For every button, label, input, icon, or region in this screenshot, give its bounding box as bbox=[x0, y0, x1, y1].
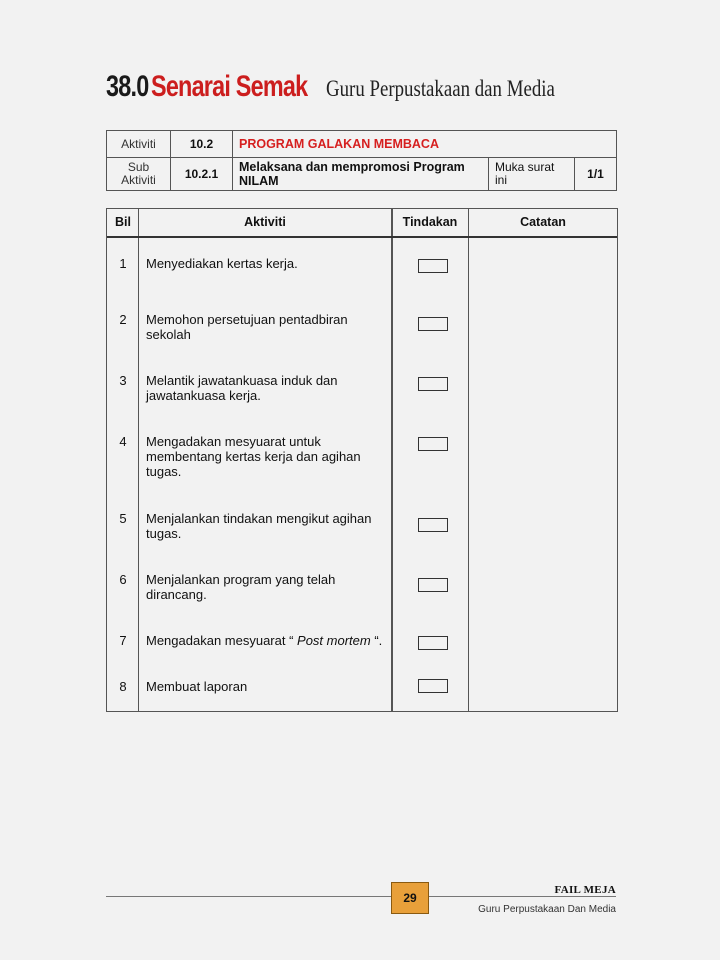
sub-aktiviti-code: 10.2.1 bbox=[171, 158, 233, 191]
tindakan-checkbox[interactable] bbox=[418, 578, 448, 592]
row-activity: Menyediakan kertas kerja. bbox=[146, 256, 298, 271]
tindakan-checkbox[interactable] bbox=[418, 679, 448, 693]
column-divider bbox=[391, 209, 393, 711]
section-number: 38.0 bbox=[106, 70, 149, 103]
title-rest: Guru Perpustakaan dan Media bbox=[325, 76, 555, 101]
activity-text: Mengadakan mesyuarat “ bbox=[146, 633, 298, 648]
activity-text: “. bbox=[370, 633, 383, 648]
header-tindakan: Tindakan bbox=[402, 215, 458, 229]
aktiviti-row bbox=[107, 131, 617, 158]
aktiviti-title: PROGRAM GALAKAN MEMBACA bbox=[233, 131, 617, 158]
footer-subtitle: Guru Perpustakaan Dan Media bbox=[478, 904, 616, 915]
row-number: 3 bbox=[119, 373, 127, 388]
sub-aktiviti-label: Sub Aktiviti bbox=[107, 158, 171, 191]
tindakan-checkbox[interactable] bbox=[418, 437, 448, 451]
row-activity: Menjalankan program yang telah dirancang. bbox=[146, 572, 336, 602]
sub-aktiviti-title: Melaksana dan mempromosi Program NILAM bbox=[233, 158, 489, 191]
row-number: 1 bbox=[119, 256, 127, 271]
header-bil: Bil bbox=[115, 215, 131, 229]
checklist-header bbox=[107, 209, 617, 238]
column-divider bbox=[468, 209, 469, 711]
aktiviti-code: 10.2 bbox=[171, 131, 233, 158]
row-activity: Membuat laporan bbox=[146, 679, 248, 694]
footer-title: FAIL MEJA bbox=[554, 884, 616, 896]
activity-text-emphasis: Post mortem bbox=[297, 633, 371, 648]
page-title bbox=[106, 70, 605, 104]
row-activity: Menjalankan tindakan mengikut agihan tugas. bbox=[146, 511, 372, 541]
checklist-table bbox=[106, 208, 618, 712]
row-activity bbox=[146, 633, 386, 648]
row-activity: Melantik jawatankuasa induk dan jawatankuasa kerja. bbox=[146, 373, 338, 403]
row-number: 2 bbox=[119, 312, 127, 327]
sub-aktiviti-row bbox=[107, 158, 617, 191]
tindakan-checkbox[interactable] bbox=[418, 259, 448, 273]
footer-rule bbox=[106, 896, 616, 897]
row-activity: Memohon persetujuan pentadbiran sekolah bbox=[146, 312, 348, 342]
tindakan-checkbox[interactable] bbox=[418, 377, 448, 391]
title-highlight: Senarai Semak bbox=[150, 70, 308, 103]
header-catatan: Catatan bbox=[520, 215, 566, 229]
activity-header-table bbox=[106, 130, 617, 191]
tindakan-checkbox[interactable] bbox=[418, 317, 448, 331]
row-activity: Mengadakan mesyuarat untuk membentang kertas kerja dan agihan tugas. bbox=[146, 434, 361, 479]
row-number: 4 bbox=[119, 434, 127, 449]
tindakan-checkbox[interactable] bbox=[418, 636, 448, 650]
row-number: 6 bbox=[119, 572, 127, 587]
row-number: 5 bbox=[119, 511, 127, 526]
page-label: Muka surat ini bbox=[489, 158, 575, 191]
aktiviti-label: Aktiviti bbox=[107, 131, 171, 158]
row-number: 8 bbox=[119, 679, 127, 694]
page-value: 1/1 bbox=[575, 158, 617, 191]
header-aktiviti: Aktiviti bbox=[244, 215, 286, 229]
page-number-badge: 29 bbox=[391, 882, 429, 914]
row-number: 7 bbox=[119, 633, 127, 648]
tindakan-checkbox[interactable] bbox=[418, 518, 448, 532]
